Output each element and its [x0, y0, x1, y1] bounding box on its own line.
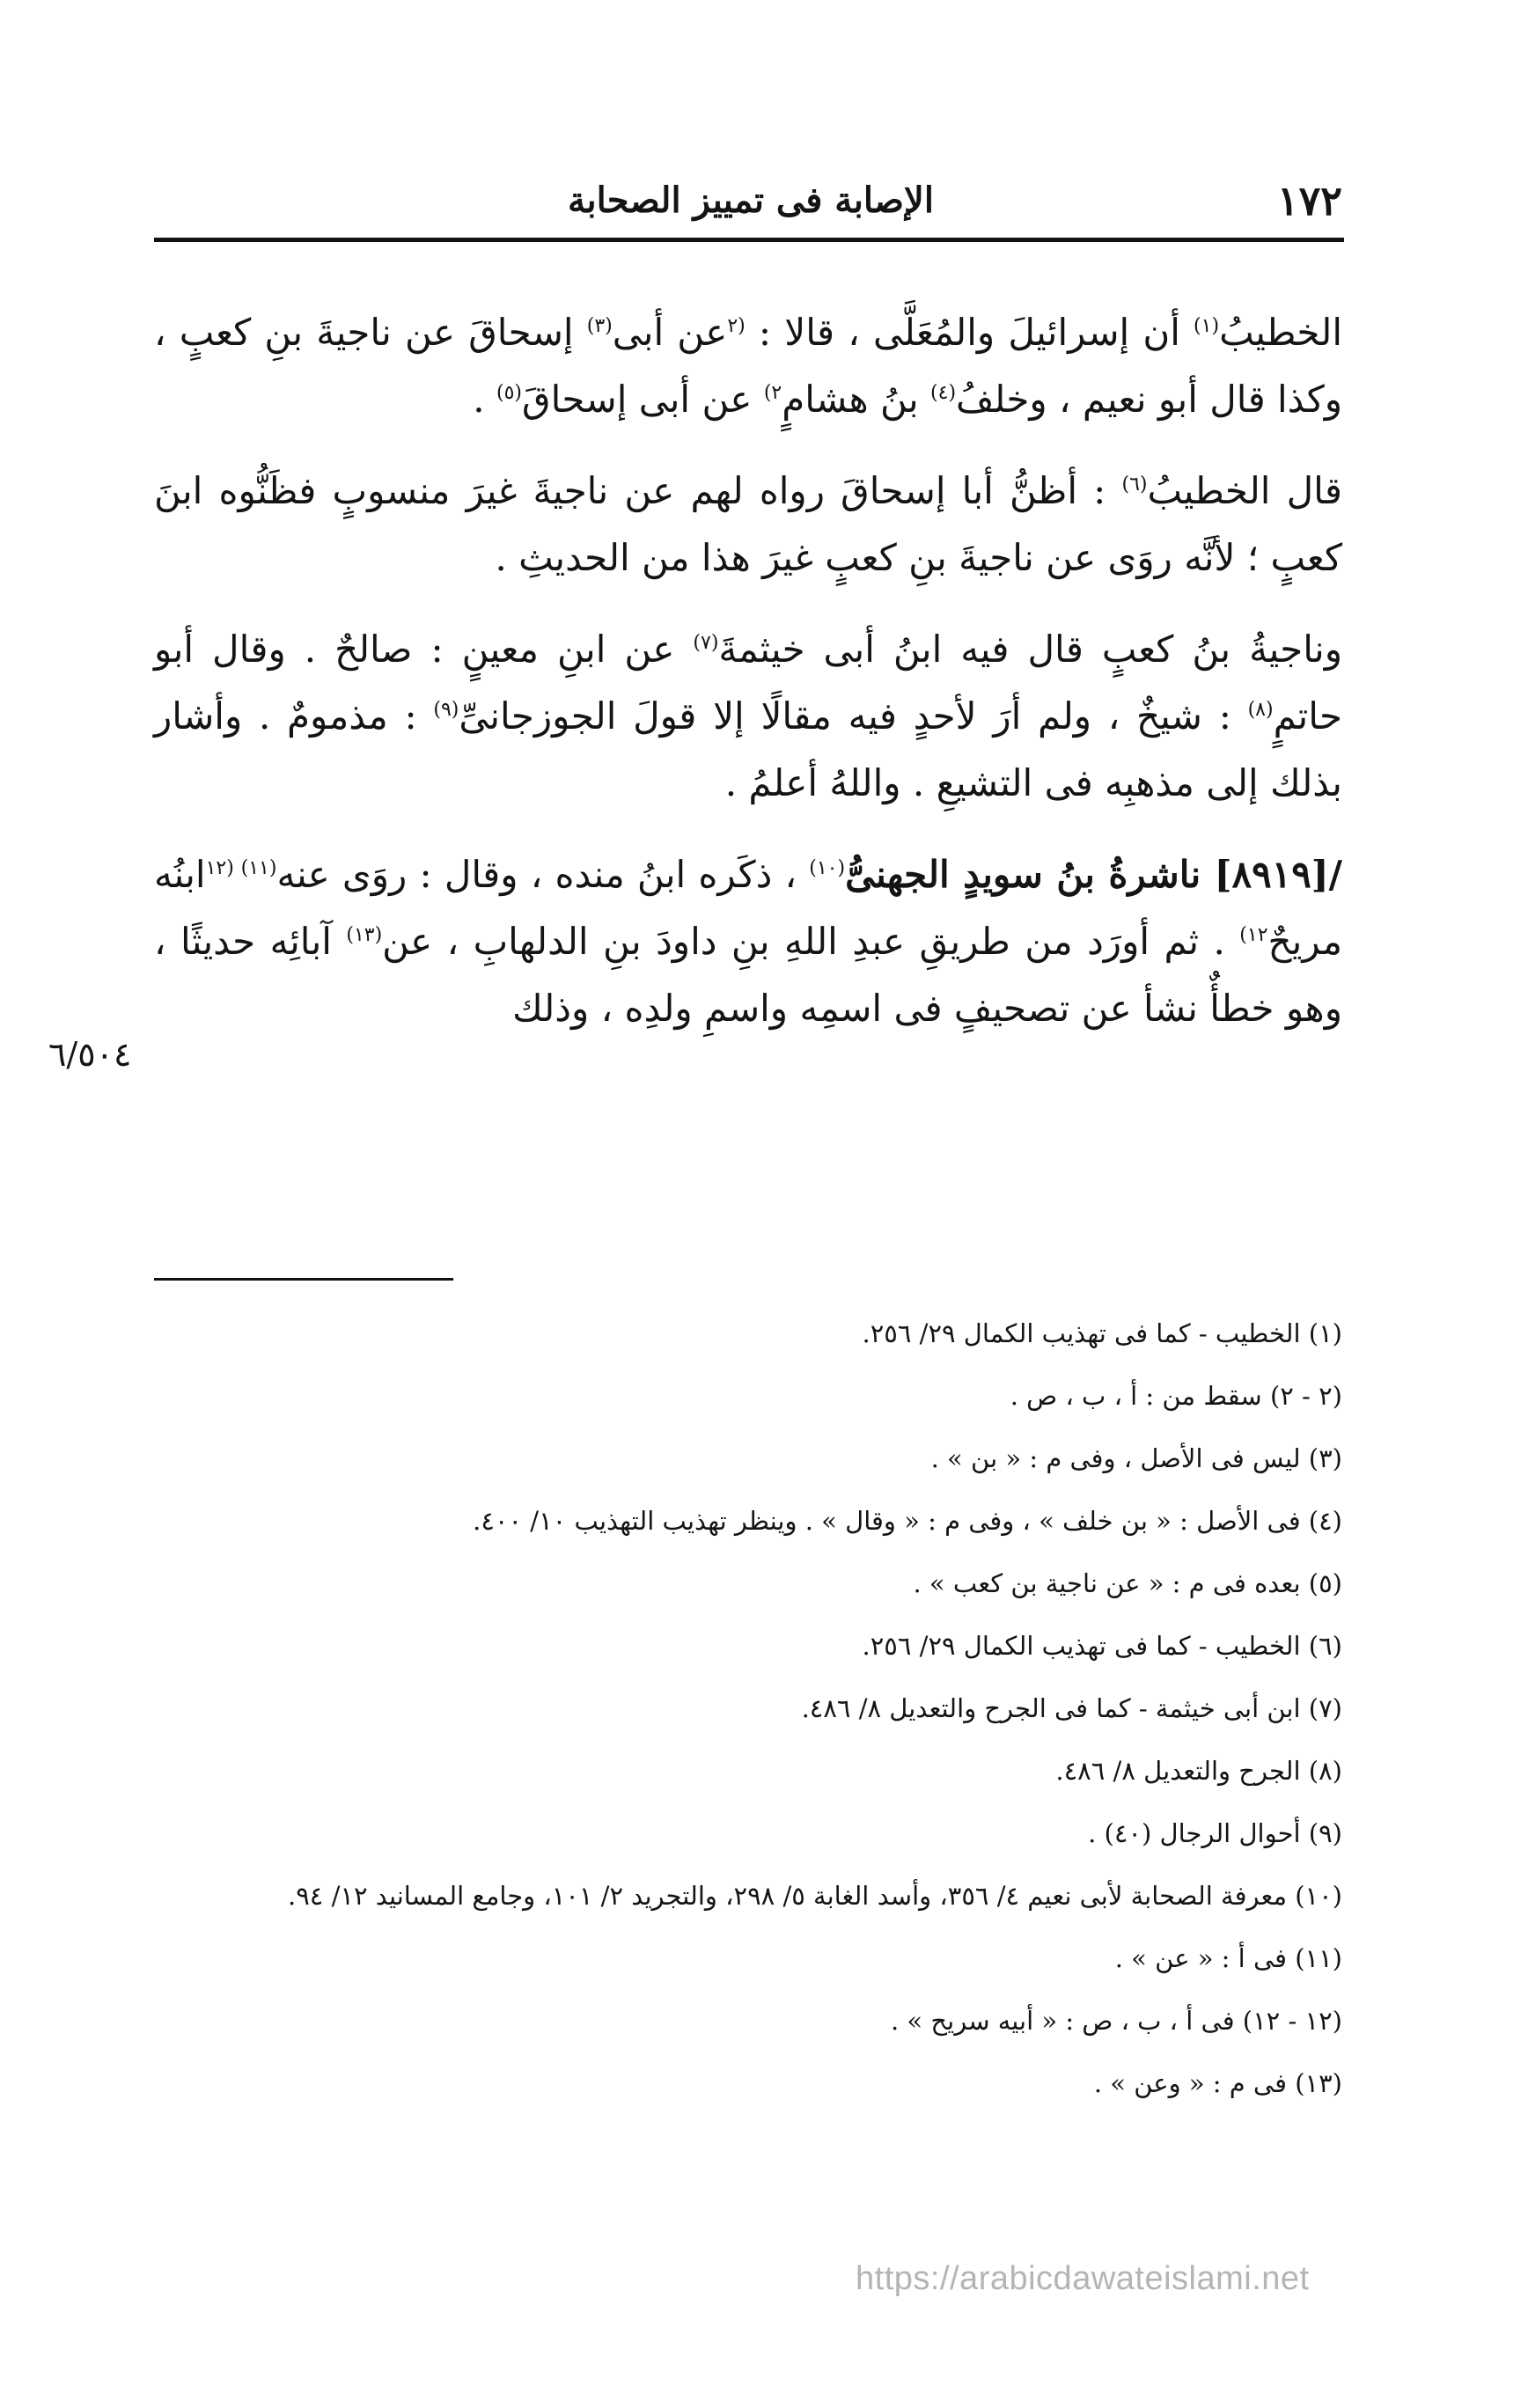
- footnote-marker: (١٣): [346, 924, 383, 946]
- text-run: عن أبى إسحاقَ: [522, 378, 764, 421]
- footnote: (٣) ليس فى الأصل ، وفى م : « بن » .: [930, 1443, 1342, 1473]
- footnote: (٥) بعده فى م : « عن ناجية بن كعب » .: [913, 1568, 1342, 1598]
- text-run: ابنُه مريحٌ: [154, 853, 1342, 963]
- header-rule: [154, 238, 1344, 242]
- text-run: أن إسرائيلَ والمُعَلَّى ، قالا :: [745, 311, 1194, 354]
- paragraph-1: [154, 299, 1342, 433]
- footnote: (١) الخطيب - كما فى تهذيب الكمال ٢٩/ ٢٥٦.: [862, 1318, 1342, 1348]
- footnotes: [154, 1303, 1342, 2115]
- footnote: (١٠) معرفة الصحابة لأبى نعيم ٤/ ٣٥٦، وأسد الغابة ٥/ ٢٩٨، والتجريد ٢/ ١٠١، وجامع المسانيد ١٢/ ٩٤.: [288, 1881, 1342, 1911]
- footnote-marker: (٦): [1121, 474, 1148, 496]
- text-run: . ثم أورَد من طريقِ عبدِ اللهِ بنِ داودَ بنِ الدلهابِ ، عن: [382, 920, 1240, 963]
- footnote-marker: ٢): [763, 382, 782, 404]
- footnote-marker: (٩): [433, 699, 459, 721]
- text-run: إسحاقَ عن ناجيةَ بنِ كعبٍ ، وكذا قال أبو نعيم ، وخلفُ: [154, 311, 1342, 421]
- text-run: عن ابنِ معينٍ : صالحٌ . وقال أبو حاتمٍ: [154, 628, 1342, 738]
- paragraph-3: [154, 616, 1342, 817]
- text-run: قال الخطيبُ: [1147, 469, 1343, 512]
- text-run: : شيخٌ ، ولم أرَ لأحدٍ فيه مقالًا إلا قولَ الجوزجانىِّ: [459, 694, 1248, 738]
- footnote: (١٢ - ١٢) فى أ ، ب ، ص : « أبيه سريح » .: [891, 2006, 1342, 2036]
- page-number: ١٧٢: [1276, 177, 1342, 224]
- text-run: وناجيةُ بنُ كعبٍ قال فيه ابنُ أبى خيثمةَ: [718, 628, 1343, 671]
- footnote: (٦) الخطيب - كما فى تهذيب الكمال ٢٩/ ٢٥٦.: [862, 1631, 1342, 1661]
- text-run: الخطيبُ: [1219, 311, 1343, 354]
- text-run: : مذمومٌ . وأشار بذلك إلى مذهبِه فى التشيعِ . واللهُ أعلمُ .: [154, 694, 1342, 804]
- footnote: (١١) فى أ : « عن » .: [1114, 1943, 1342, 1973]
- paragraph-2: [154, 458, 1342, 591]
- text-run: ، ذكَره ابنُ منده ، وقال : روَى عنه: [276, 853, 810, 896]
- footnote-marker: (١): [1194, 315, 1220, 337]
- footnote-marker: (٥): [496, 382, 523, 404]
- footnote-separator: [154, 1278, 453, 1281]
- text-run: عن أبى: [612, 311, 728, 354]
- main-text: [154, 299, 1342, 1042]
- footnote-marker: (١٢: [205, 857, 241, 879]
- footnote-marker: ١٢): [1239, 924, 1268, 946]
- page-header: [154, 174, 1342, 227]
- footnote-marker: (١١): [240, 857, 277, 879]
- footnote-marker: (٧): [693, 632, 719, 654]
- watermark-url: https://arabicdawateislami.net: [856, 2260, 1310, 2297]
- footnote-marker: (١٠): [809, 857, 846, 879]
- footnote: (٩) أحوال الرجال (٤٠) .: [1088, 1818, 1342, 1848]
- margin-reference: ٦/٥٠٤: [48, 1035, 132, 1074]
- footnote: (٧) ابن أبى خيثمة - كما فى الجرح والتعديل ٨/ ٤٨٦.: [801, 1693, 1342, 1723]
- text-run: بنُ هشامٍ: [782, 378, 931, 421]
- footnote: (١٣) فى م : « وعن » .: [1093, 2068, 1342, 2098]
- text-run: آبائِه حديثًا ، وهو خطأٌ نشأ عن تصحيفٍ فى اسمِه واسمِ ولدِه ، وذلك: [154, 920, 1342, 1030]
- paragraph-4-entry: [154, 841, 1342, 1042]
- footnote: (٨) الجرح والتعديل ٨/ ٤٨٦.: [1055, 1756, 1342, 1786]
- footnote: (٤) فى الأصل : « بن خلف » ، وفى م : « وقال » . وينظر تهذيب التهذيب ١٠/ ٤٠٠.: [473, 1506, 1342, 1536]
- footnote-marker: (٣): [586, 315, 613, 337]
- footnote-marker: (٤): [930, 382, 957, 404]
- text-run: .: [473, 378, 496, 421]
- footnote: (٢ - ٢) سقط من : أ ، ب ، ص .: [1010, 1381, 1342, 1411]
- running-title: الإصابة فى تمييز الصحابة: [568, 180, 934, 221]
- footnote-marker: (٨): [1247, 699, 1274, 721]
- footnote-marker: (٢: [727, 315, 746, 337]
- entry-heading: /[٨٩١٩] ناشرةُ بنُ سويدٍ الجهنىُّ: [845, 853, 1342, 896]
- text-run: : أظنُّ أبا إسحاقَ رواه لهم عن ناجيةَ غيرَ منسوبٍ فظَنُّوه ابنَ كعبٍ ؛ لأنَّه روَى عن ناجيةَ بنِ كعبٍ غيرَ هذا من الحديثِ .: [154, 469, 1342, 579]
